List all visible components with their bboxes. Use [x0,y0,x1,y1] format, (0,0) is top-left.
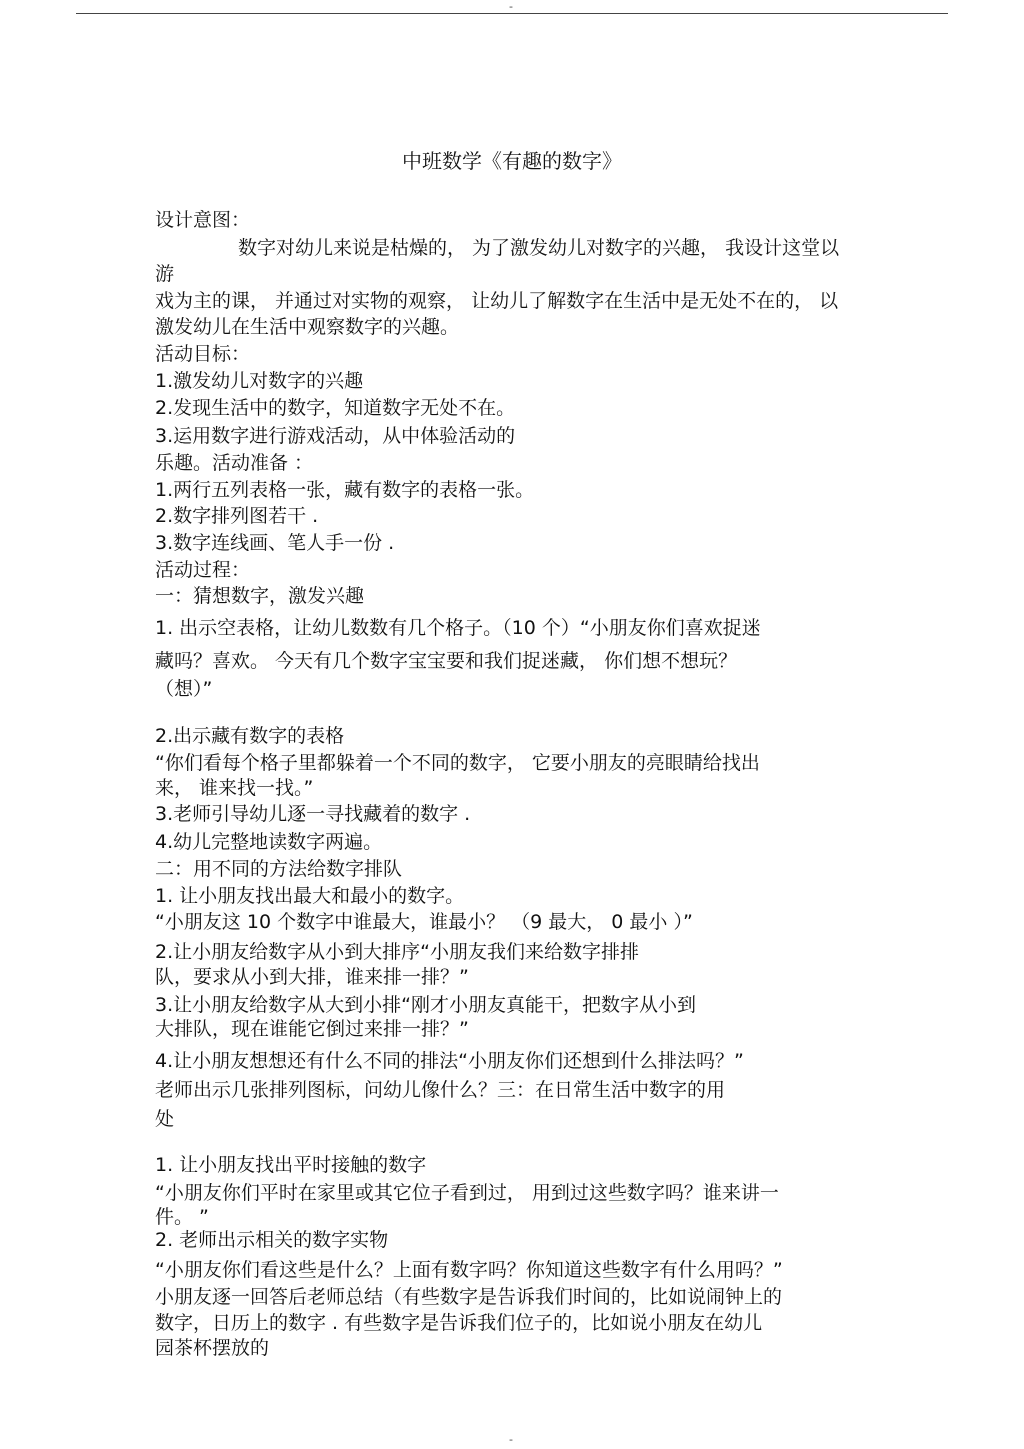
footer-mark: - [509,1433,513,1446]
text-line: 戏为主的课， 并通过对实物的观察， 让幼儿了解数字在生活中是无处不在的， 以 [155,290,839,312]
text-line: 3.数字连线画、笔人手一份 . [155,532,395,554]
text-line: 3.让小朋友给数字从大到小排“刚才小朋友真能干，把数字从小到 [155,994,696,1016]
text-line: 1. 让小朋友找出平时接触的数字 [155,1154,427,1176]
text-line: 数字对幼儿来说是枯燥的， 为了激发幼儿对数字的兴趣， 我设计这堂以 [238,237,840,259]
text-line: 3.运用数字进行游戏活动，从中体验活动的 [155,425,516,447]
text-line: 队，要求从小到大排，谁来排一排？” [155,966,469,988]
text-line: 激发幼儿在生活中观察数字的兴趣。 [155,316,460,338]
text-line: 2. 老师出示相关的数字实物 [155,1229,389,1251]
text-line: 活动目标： [155,343,251,365]
text-line: 一：猜想数字，激发兴趣 [155,585,365,607]
text-line: 大排队，现在谁能它倒过来排一排？” [155,1018,469,1040]
text-line: 园茶杯摆放的 [155,1337,270,1359]
text-line: 3.老师引导幼儿逐一寻找藏着的数字 . [155,803,471,825]
text-line: 2.发现生活中的数字，知道数字无处不在。 [155,397,516,419]
text-line: 1.两行五列表格一张，藏有数字的表格一张。 [155,479,535,501]
text-line: 2.出示藏有数字的表格 [155,725,345,747]
page-title: 中班数学《有趣的数字》 [402,149,622,173]
text-line: 2.数字排列图若干 . [155,505,319,527]
text-line: 活动过程： [155,559,251,581]
text-line: 1. 出示空表格，让幼儿数数有几个格子。（10 个）“小朋友你们喜欢捉迷 [155,617,761,639]
text-line: 设计意图： [155,209,251,231]
text-line: “小朋友这 10 个数字中谁最大，谁最小？ （9 最大， 0 最小 ）” [155,911,693,933]
header-mark: - [509,0,513,13]
text-line: 1.激发幼儿对数字的兴趣 [155,370,364,392]
text-line: 乐趣。活动准备 ： [155,452,314,474]
text-line: （想）” [155,678,213,700]
text-line: 数字，日历上的数字 . 有些数字是告诉我们位子的，比如说小朋友在幼儿 [155,1312,763,1334]
text-line: 件。 ” [155,1206,209,1228]
text-line: 4.幼儿完整地读数字两遍。 [155,831,383,853]
text-line: 1. 让小朋友找出最大和最小的数字。 [155,885,465,907]
text-line: 二：用不同的方法给数字排队 [155,858,403,880]
text-line: 来， 谁来找一找。” [155,777,314,799]
text-line: “你们看每个格子里都躲着一个不同的数字， 它要小朋友的亮眼睛给找出 [155,752,760,774]
text-line: “小朋友你们平时在家里或其它位子看到过， 用到过这些数字吗？谁来讲一 [155,1182,779,1204]
text-line: 4.让小朋友想想还有什么不同的排法“小朋友你们还想到什么排法吗？” [155,1050,744,1072]
text-line: “小朋友你们看这些是什么？上面有数字吗？你知道这些数字有什么用吗？” [155,1259,783,1281]
text-line: 处 [155,1108,175,1130]
text-line: 小朋友逐一回答后老师总结（有些数字是告诉我们时间的，比如说闹钟上的 [155,1286,783,1308]
text-line: 2.让小朋友给数字从小到大排序“小朋友我们来给数字排排 [155,941,639,963]
text-line: 游 [155,263,175,285]
header-rule [76,13,948,14]
text-line: 老师出示几张排列图标，问幼儿像什么？三：在日常生活中数字的用 [155,1079,726,1101]
text-line: 藏吗？喜欢。 今天有几个数字宝宝要和我们捉迷藏， 你们想不想玩？ [155,650,738,672]
